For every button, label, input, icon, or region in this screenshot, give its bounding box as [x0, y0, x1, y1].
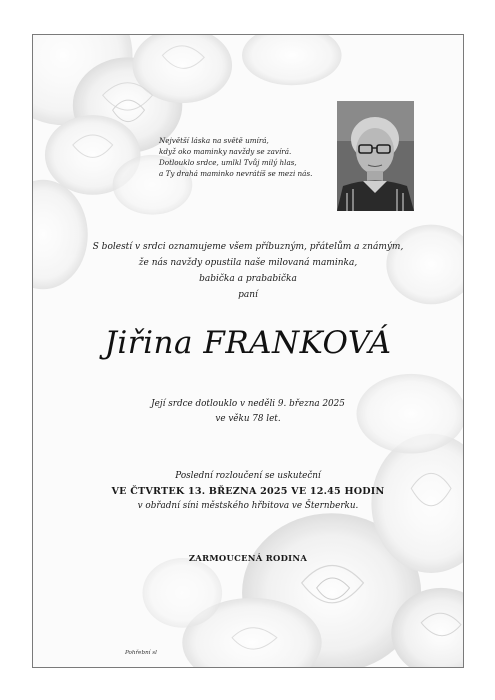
announcement-text — [33, 239, 463, 303]
funeral-info — [33, 469, 463, 514]
funeral-location: v obřadní síni městského hřbitova ve Šternberku. — [137, 501, 359, 511]
funeral-service-footer: Pohřební sl — [125, 650, 157, 656]
announcement-line: S bolestí v srdci oznamujeme všem příbuzným, přátelům a známým, — [92, 242, 404, 252]
poem — [159, 135, 339, 179]
poem-line: a Ty drahá maminko nevrátíš se mezi nás. — [159, 169, 313, 178]
portrait-image — [337, 101, 414, 211]
obituary-card — [32, 34, 464, 668]
funeral-intro: Poslední rozloučení se uskuteční — [175, 471, 321, 481]
poem-line: Dotlouklo srdce, umlkl Tvůj milý hlas, — [159, 158, 297, 167]
funeral-datetime: VE ČTVRTEK 13. BŘEZNA 2025 VE 12.45 HODIN — [111, 486, 385, 497]
poem-line: když oko maminky navždy se zavírá. — [159, 147, 292, 156]
death-date-line: Její srdce dotlouklo v neděli 9. března 2025 — [151, 399, 345, 409]
announcement-line: že nás navždy opustila naše milovaná maminka, — [138, 258, 358, 268]
deceased-name: Jiřina FRANKOVÁ — [104, 325, 392, 361]
family-signature: ZARMOUCENÁ RODINA — [188, 553, 308, 563]
age-line: ve věku 78 let. — [215, 414, 281, 424]
portrait-photo — [337, 101, 414, 211]
poem-line: Největší láska na světě umírá, — [159, 136, 269, 145]
death-info — [33, 397, 463, 427]
announcement-line: babička a prababička — [199, 274, 297, 284]
announcement-line: paní — [238, 290, 258, 300]
